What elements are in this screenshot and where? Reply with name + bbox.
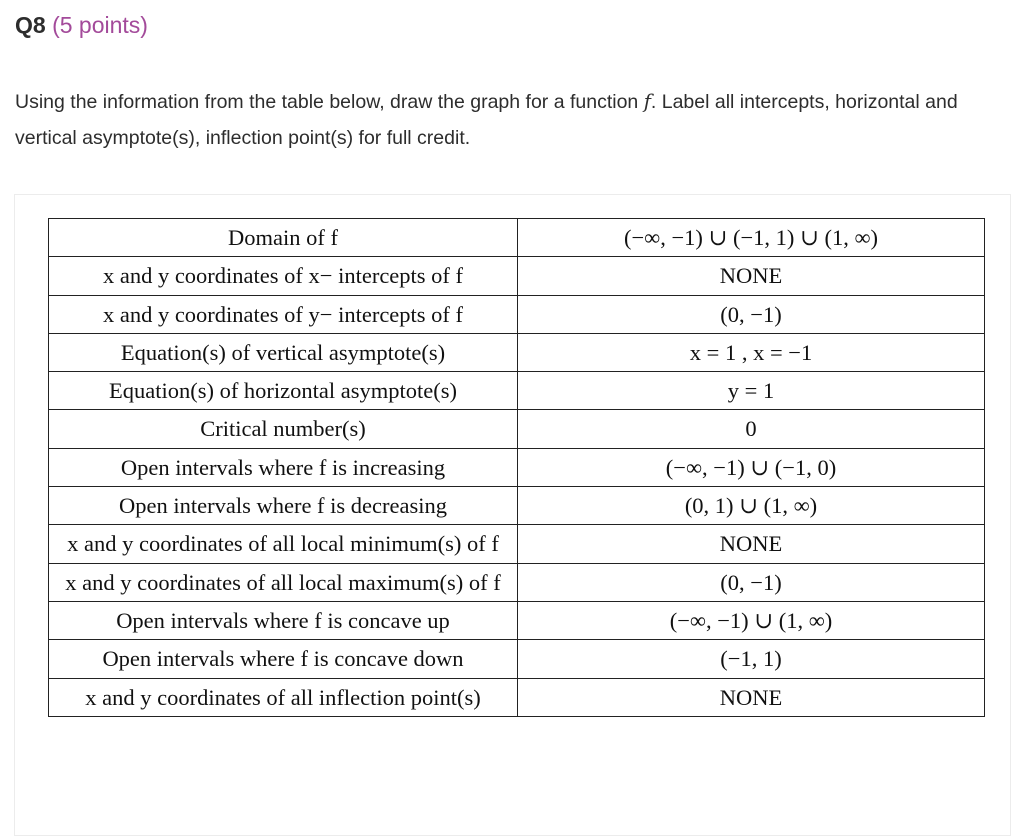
question-prompt	[15, 84, 1010, 156]
row-label: x and y coordinates of x− intercepts of f	[49, 257, 518, 295]
row-value: (−∞, −1) ∪ (−1, 0)	[518, 448, 985, 486]
row-label: Open intervals where f is decreasing	[49, 487, 518, 525]
row-label: Equation(s) of vertical asymptote(s)	[49, 333, 518, 371]
row-value: 0	[518, 410, 985, 448]
prompt-text-end: . Label all intercepts, horizontal and vertical asymptote(s), inflection point(s) for full credit.	[15, 91, 958, 149]
table-row	[49, 257, 985, 295]
function-symbol: f	[643, 90, 651, 113]
table-row	[49, 295, 985, 333]
row-value: x = 1 , x = −1	[518, 333, 985, 371]
row-label: Open intervals where f is increasing	[49, 448, 518, 486]
row-label: Critical number(s)	[49, 410, 518, 448]
prompt-text-start: Using the information from the table below, draw the graph for a function	[15, 91, 644, 113]
row-value: NONE	[518, 678, 985, 716]
row-value: (−∞, −1) ∪ (1, ∞)	[518, 601, 985, 639]
row-label: Domain of f	[49, 219, 518, 257]
row-value: NONE	[518, 525, 985, 563]
question-points: (5 points)	[52, 12, 148, 38]
table-row	[49, 333, 985, 371]
table-row	[49, 410, 985, 448]
table-row	[49, 640, 985, 678]
row-value: y = 1	[518, 372, 985, 410]
row-label: Open intervals where f is concave down	[49, 640, 518, 678]
row-label: x and y coordinates of all local maximum(s) of f	[49, 563, 518, 601]
table-row	[49, 563, 985, 601]
table-row	[49, 601, 985, 639]
question-number: Q8	[15, 12, 46, 38]
row-value: NONE	[518, 257, 985, 295]
row-label: x and y coordinates of all local minimum(s) of f	[49, 525, 518, 563]
row-value: (−1, 1)	[518, 640, 985, 678]
table-row	[49, 219, 985, 257]
table-row	[49, 487, 985, 525]
question-header	[15, 12, 148, 39]
row-label: x and y coordinates of all inflection point(s)	[49, 678, 518, 716]
row-value: (−∞, −1) ∪ (−1, 1) ∪ (1, ∞)	[518, 219, 985, 257]
row-value: (0, 1) ∪ (1, ∞)	[518, 487, 985, 525]
row-label: Open intervals where f is concave up	[49, 601, 518, 639]
row-label: Equation(s) of horizontal asymptote(s)	[49, 372, 518, 410]
table-row	[49, 525, 985, 563]
row-label: x and y coordinates of y− intercepts of f	[49, 295, 518, 333]
function-info-table	[48, 218, 985, 717]
row-value: (0, −1)	[518, 295, 985, 333]
table-row	[49, 372, 985, 410]
row-value: (0, −1)	[518, 563, 985, 601]
table-row	[49, 448, 985, 486]
table-row	[49, 678, 985, 716]
